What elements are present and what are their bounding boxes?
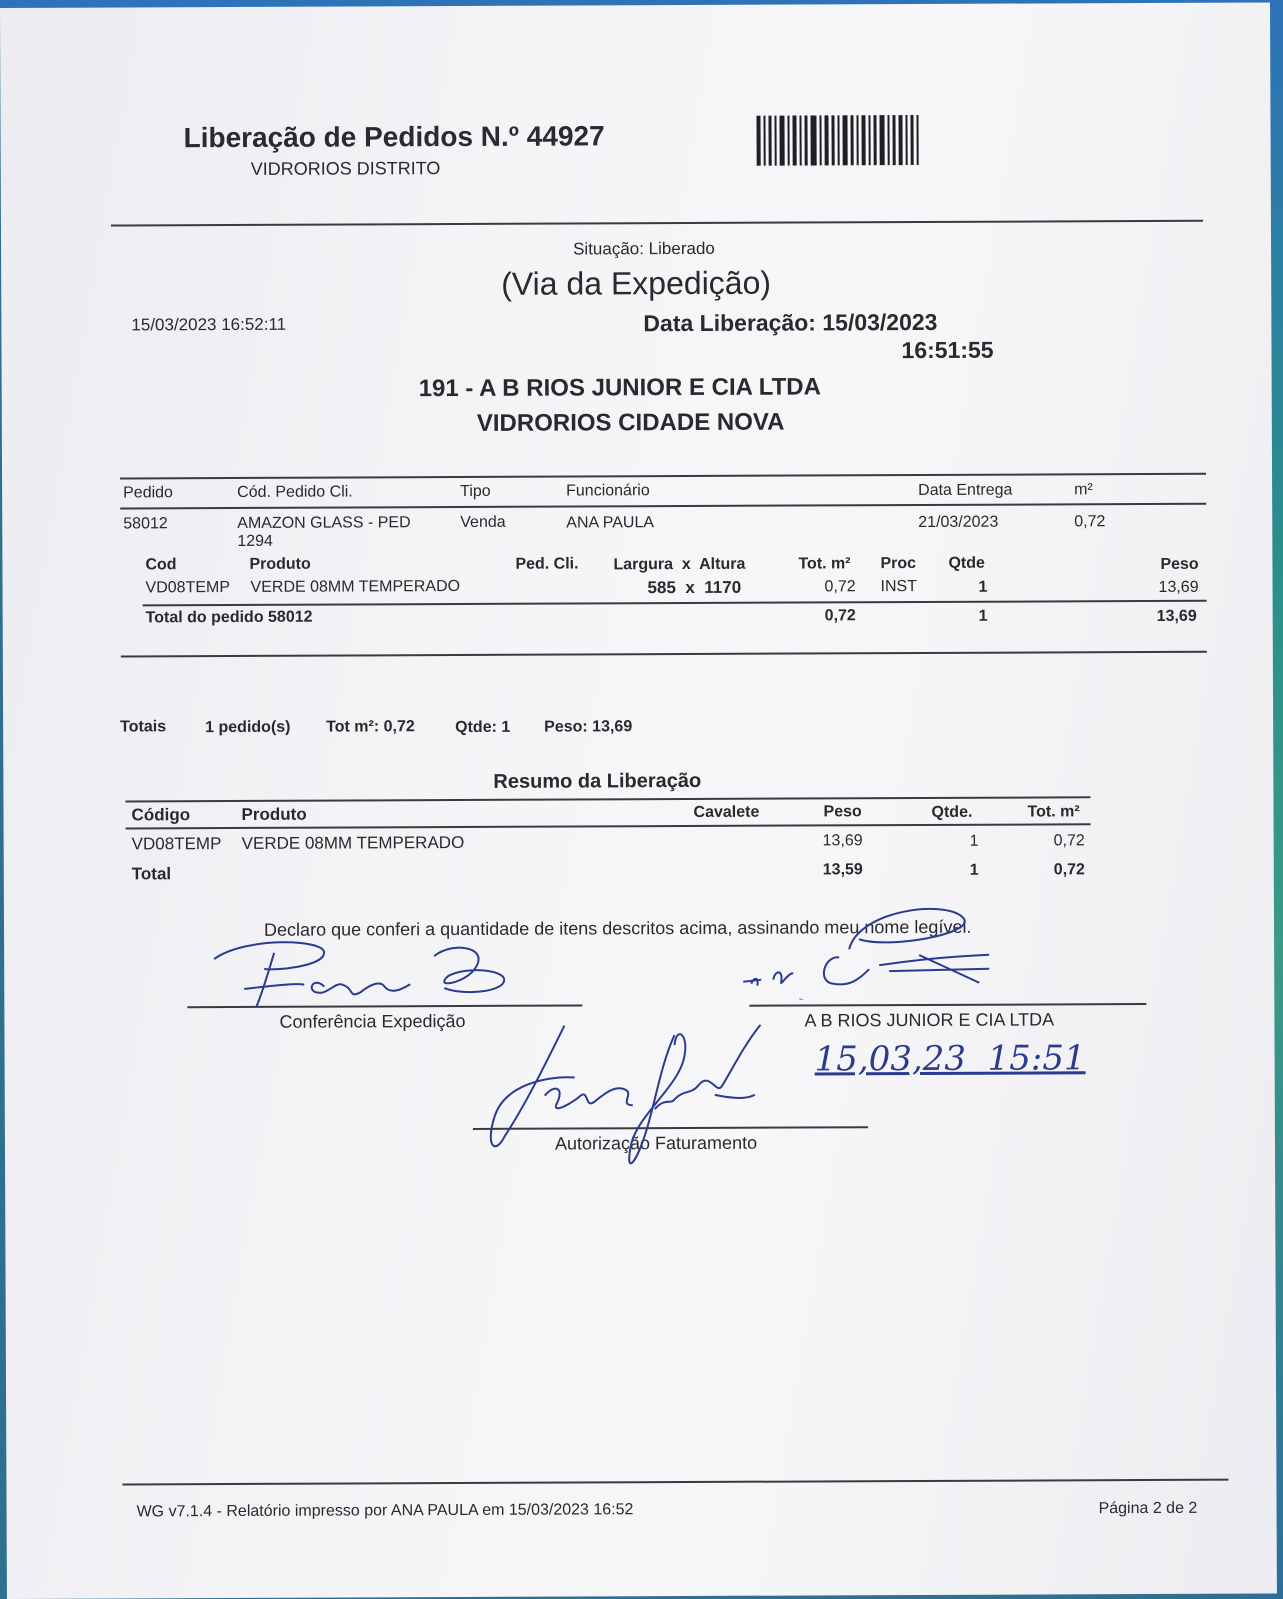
company-name: VIDRORIOS DISTRITO [250,158,441,179]
item-proc: INST [880,578,918,596]
col-cod-pedido-cli: Cód. Pedido Cli. [237,483,353,501]
col-tipo: Tipo [460,482,491,500]
resumo-title: Resumo da Liberação [493,769,702,793]
resumo-tot-m2: 0,72 [1053,832,1085,850]
cell-pedido: 58012 [123,515,168,533]
order-total-qtde: 1 [978,607,988,625]
cell-tipo: Venda [460,513,506,531]
order-table-header-line [120,503,1206,510]
item-cod: VD08TEMP [145,579,231,597]
resumo-col-qtde: Qtde. [931,803,973,821]
signature-label-cliente: A B RIOS JUNIOR E CIA LTDA [804,1009,1055,1031]
item-dimensions: 585 x 1170 [647,577,742,598]
resumo-col-peso: Peso [823,803,862,821]
data-liberacao: Data Liberação: 15/03/2023 [643,308,938,337]
barcode [756,115,948,166]
cell-data-entrega: 21/03/2023 [918,513,999,531]
col-data-entrega: Data Entrega [918,481,1013,499]
resumo-total-m2: 0,72 [1053,861,1085,879]
document-title: Liberação de Pedidos N.º 44927 [183,120,605,154]
order-total-m2: 0,72 [824,607,856,625]
declaration-text: Declaro que conferi a quantidade de itens descritos acima, assinando meu nome legível. [263,916,972,940]
resumo-codigo: VD08TEMP [131,834,222,854]
order-table-bottom-line [121,651,1207,658]
via-label: (Via da Expedição) [501,264,772,302]
resumo-col-tot-m2: Tot. m² [1027,803,1080,821]
footer-line [122,1479,1228,1486]
cell-m2: 0,72 [1074,513,1106,531]
conferencia-signature [204,936,524,1017]
totals-peso: Peso: 13,69 [544,718,633,736]
signature-label-autorizacao: Autorização Faturamento [554,1132,758,1154]
resumo-top-line [125,796,1090,802]
item-col-peso: Peso [1160,555,1199,573]
item-col-largura-altura: Largura x Altura [613,555,746,574]
col-pedido: Pedido [123,484,173,502]
order-table-top-line [120,473,1206,480]
totals-qtde: Qtde: 1 [455,718,511,737]
client-name: 191 - A B RIOS JUNIOR E CIA LTDA [418,373,822,403]
client-branch: VIDRORIOS CIDADE NOVA [476,408,785,437]
cell-cod-pedido-cli: AMAZON GLASS - PED [237,514,411,532]
resumo-total-label: Total [131,864,172,884]
totals-m2: Tot m²: 0,72 [326,718,415,736]
document-page [0,2,1277,1599]
item-tot-m2: 0,72 [824,578,856,596]
resumo-col-codigo: Código [131,805,191,825]
signature-label-conferencia: Conferência Expedição [279,1010,466,1032]
situacao: Situação: Liberado [573,238,715,259]
footer-page-number: Página 2 de 2 [1098,1499,1198,1518]
item-col-tot-m2: Tot. m² [798,555,851,573]
item-col-proc: Proc [880,555,917,573]
item-qtde: 1 [978,578,988,596]
resumo-produto: VERDE 08MM TEMPERADO [241,832,465,853]
handwritten-date: 15,03,23 15:51 [814,1038,1086,1080]
cell-cod-pedido-cli-2: 1294 [237,532,273,550]
signature-line-cliente [749,1003,1146,1007]
order-total-label: Total do pedido 58012 [145,608,313,627]
item-col-ped-cli: Ped. Cli. [515,555,579,573]
autorizacao-signature [484,1024,805,1185]
cliente-signature [739,898,1039,999]
resumo-col-cavalete: Cavalete [693,803,760,821]
printed-datetime: 15/03/2023 16:52:11 [131,314,287,335]
totals-label: Totais [120,718,167,736]
resumo-total-qtde: 1 [969,861,979,879]
resumo-total-peso: 13,59 [822,861,863,879]
data-liberacao-time: 16:51:55 [901,336,994,364]
item-col-cod: Cod [145,556,177,574]
item-col-qtde: Qtde [948,554,985,572]
totals-pedidos: 1 pedido(s) [205,718,291,737]
item-total-line [143,600,1207,607]
item-col-produto: Produto [249,555,311,573]
resumo-peso: 13,69 [822,832,863,850]
item-produto: VERDE 08MM TEMPERADO [250,577,461,596]
item-peso: 13,69 [1158,578,1199,596]
resumo-col-produto: Produto [241,804,307,824]
footer-printed-by: WG v7.1.4 - Relatório impresso por ANA PAULA em 15/03/2023 16:52 [136,1501,634,1521]
header-divider [111,220,1203,227]
resumo-qtde: 1 [969,832,979,850]
col-m2: m² [1074,481,1093,499]
cell-funcionario: ANA PAULA [566,514,655,532]
order-total-peso: 13,69 [1156,607,1197,625]
col-funcionario: Funcionário [566,482,650,500]
